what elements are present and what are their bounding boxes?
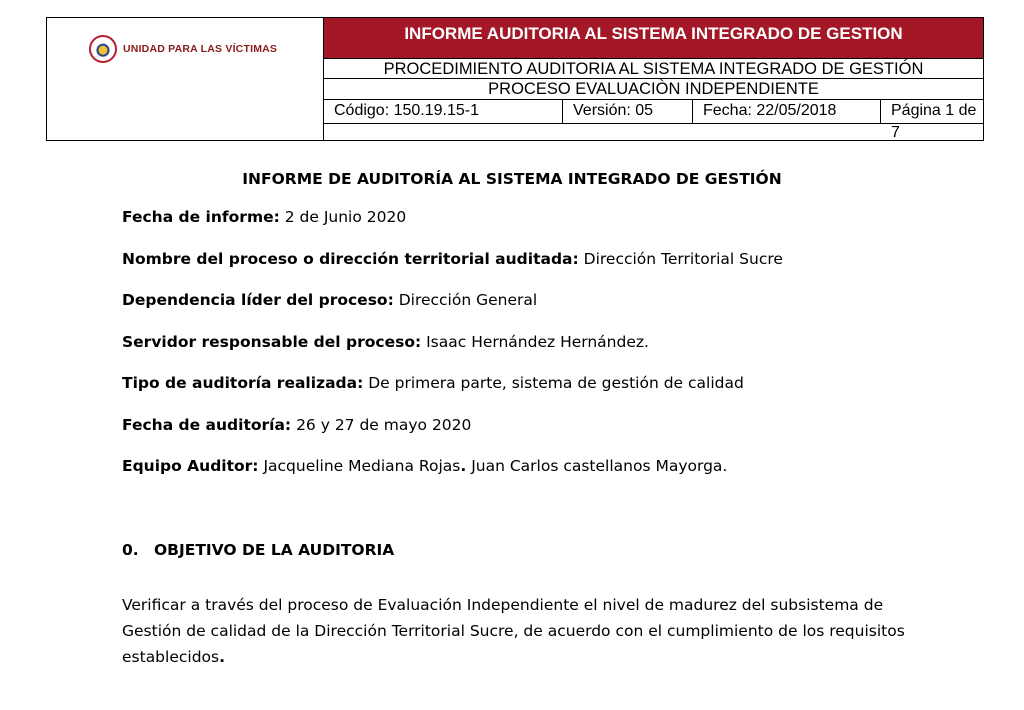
field-label: Fecha de auditoría: [122,416,292,434]
report-title: INFORME DE AUDITORÍA AL SISTEMA INTEGRADO DE GESTIÓN [242,170,782,188]
field-label: Equipo Auditor: [122,457,259,475]
document-meta-row [324,100,983,141]
field-label: Nombre del proceso o dirección territorial auditada: [122,250,579,268]
procedure-name: PROCEDIMIENTO AUDITORIA AL SISTEMA INTEGRADO DE GESTIÓN [324,59,983,79]
logo-text: UNIDAD PARA LAS VÍCTIMAS [123,43,278,55]
page-number: Página 1 de 7 [891,102,977,141]
section-heading [122,541,394,559]
logo-cell [47,18,324,140]
field-value: Jacqueline Mediana Rojas [258,457,461,475]
document-header [46,17,984,141]
section-number: 0. [122,541,139,559]
field-audit-team [122,457,727,475]
field-label: Fecha de informe: [122,208,280,226]
field-value-2: Juan Carlos castellanos Mayorga. [466,457,728,475]
field-lead-dependency [122,291,537,309]
field-audit-date [122,416,471,434]
objective-text: Verificar a través del proceso de Evaluación Independiente el nivel de madurez del subsistema de Gestión de calidad de la Dirección Territorial Sucre, de acuerdo con el cumplimiento de los requisitos establecidos [122,596,905,666]
field-process-name [122,250,783,268]
header-title: INFORME AUDITORIA AL SISTEMA INTEGRADO DE GESTION [324,18,983,59]
field-label: Servidor responsable del proceso: [122,333,422,351]
field-value: 2 de Junio 2020 [279,208,407,226]
objective-end: . [219,648,225,666]
field-value: De primera parte, sistema de gestión de calidad [363,374,744,392]
document-date: Fecha: 22/05/2018 [693,100,881,123]
field-label: Dependencia líder del proceso: [122,291,394,309]
objective-paragraph [122,592,922,670]
field-responsible-server [122,333,649,351]
field-value: Dirección General [393,291,538,309]
field-label: Tipo de auditoría realizada: [122,374,364,392]
coat-of-arms-icon [89,35,117,63]
field-value: Isaac Hernández Hernández. [421,333,649,351]
document-version: Versión: 05 [563,100,693,123]
document-code: Código: 150.19.15-1 [324,100,563,123]
section-title: OBJETIVO DE LA AUDITORIA [154,541,395,559]
field-separator: . [460,457,467,475]
field-value: Dirección Territorial Sucre [578,250,783,268]
process-name: PROCESO EVALUACIÒN INDEPENDIENTE [324,79,983,100]
field-report-date [122,208,406,226]
logo [89,28,285,70]
field-audit-type [122,374,744,392]
field-value: 26 y 27 de mayo 2020 [291,416,472,434]
